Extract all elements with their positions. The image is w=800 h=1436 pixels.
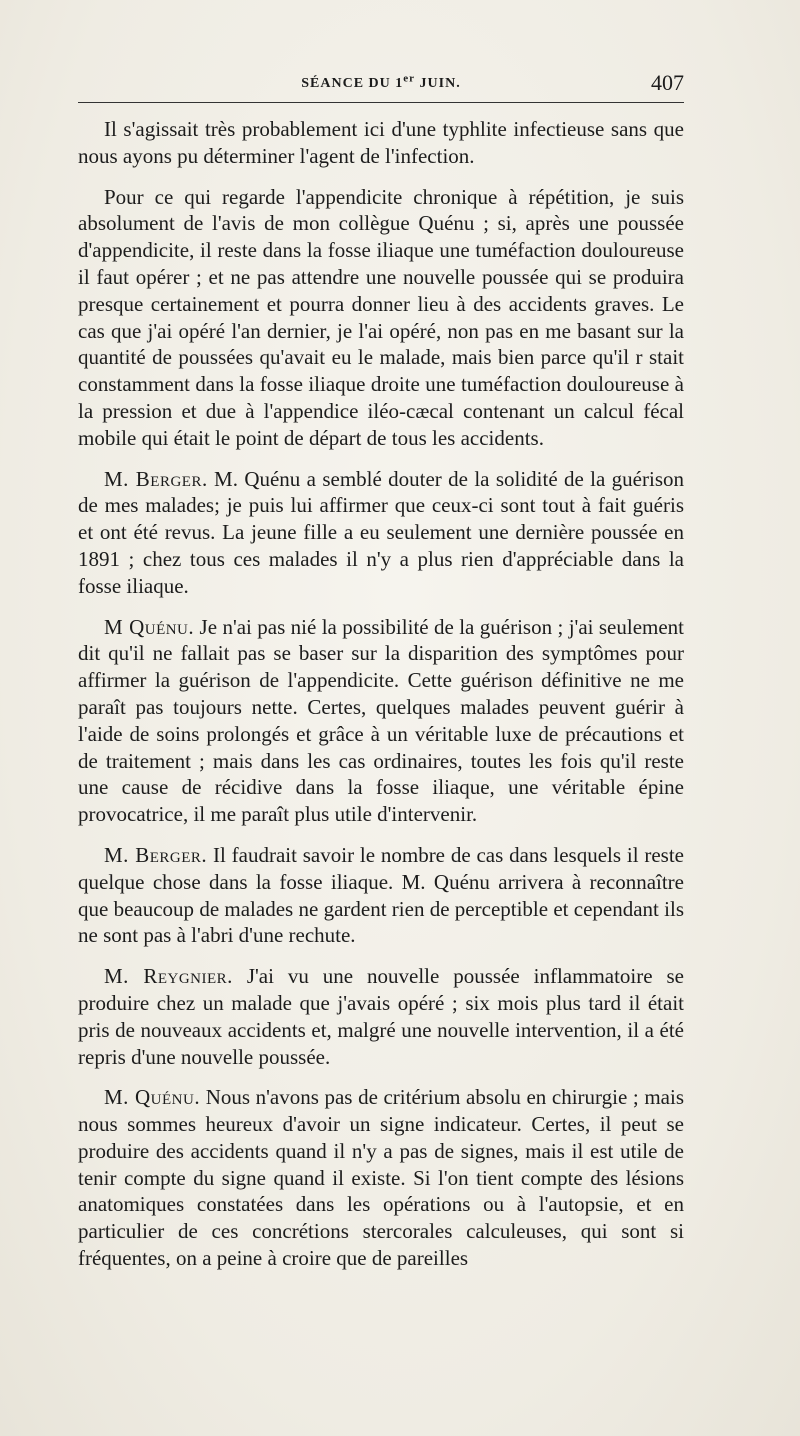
speaker-name: M. Berger. [104,466,208,491]
header-title-text: SÉANCE DU 1 [301,76,404,91]
header-title-suffix: JUIN. [415,76,461,91]
paragraph-1 [78,116,684,170]
paragraph-2 [78,184,684,452]
body-text [78,116,684,1272]
paragraph-7 [78,1084,684,1272]
paragraph-text: M. Quénu a semblé douter de la solidité de la guérison de mes malades; je puis lui affirmer que ceux-ci sont tout à fait guéris et ont été revus. La jeune fille a eu seulement une dernière poussée en 1891 ; chez tous ces malades il n'y a plus rien d'appréciable dans la fosse iliaque. [78,466,684,598]
speaker-name: M. Berger. [104,842,208,867]
paragraph-text: Il s'agissait très probablement ici d'une typhlite infectieuse sans que nous ayons pu déterminer l'agent de l'infection. [78,117,684,168]
paragraph-5 [78,842,684,949]
paragraph-4 [78,614,684,828]
paragraph-3 [78,466,684,600]
paragraph-text: Nous n'avons pas de critérium absolu en chirurgie ; mais nous sommes heureux d'avoir un signe indicateur. Certes, il peut se produire des accidents quand il n'y a pas de signes, mais il est utile de tenir compte du signe quand il existe. Si l'on tient compte des lésions anatomiques constatées dans les opérations ou à l'autopsie, et en particulier de ces concrétions stercorales calculeuses, qui sont si fréquentes, on a peine à croire que de pareilles [78,1085,684,1271]
paragraph-text: Il faudrait savoir le nombre de cas dans lesquels il reste quelque chose dans la fosse iliaque. M. Quénu arrivera à reconnaître que beaucoup de malades ne gardent rien de perceptible et cependant ils ne sont pas à l'abri d'une rechute. [78,842,684,948]
header-title-superscript: er [403,72,416,85]
header-title [78,72,684,92]
paragraph-text: J'ai vu une nouvelle poussée inflammatoire se produire chez un malade que j'avais opéré ; six mois plus tard il était pris de nouveaux accidents et, malgré une nouvelle intervention, il a été repris d'une nouvelle poussée. [78,964,684,1069]
paragraph-text: Je n'ai pas nié la possibilité de la guérison ; j'ai seulement dit qu'il ne fallait pas se baser sur la disparition des symptômes pour affirmer la guérison de l'appendicite. Cette guérison définitive ne me paraît pas toujours nette. Certes, quelques malades peuvent guérir à l'aide de soins prolongés et grâce à un véritable luxe de précautions et de traitement ; mais dans les cas ordinaires, toutes les fois qu'il reste une cause de récidive dans la fosse iliaque, une véritable épine provocatrice, il me paraît plus utile d'intervenir. [78,614,685,827]
page-number: 407 [651,70,684,95]
running-header [78,62,684,103]
speaker-name: M. Quénu. [104,1085,201,1110]
speaker-name: M. Reygnier. [104,964,233,989]
speaker-name: M Quénu. [104,614,195,639]
paragraph-text: Pour ce qui regarde l'appendicite chronique à répétition, je suis absolument de l'avis de mon collègue Quénu ; si, après une poussée d'appendicite, il reste dans la fosse iliaque une tuméfaction douloureuse il faut opérer ; et ne pas attendre une nouvelle poussée qui se produira presque certainement et pourra donner lieu à des accidents graves. Le cas que j'ai opéré l'an dernier, je l'ai opéré, non pas en me basant sur la quantité de poussées qu'avait eu le malade, mais bien parce qu'il r stait constamment dans la fosse iliaque droite une tuméfaction douloureuse à la pression et due à l'appendice iléo-cæcal contenant un calcul fécal mobile qui était le point de départ de tous les accidents. [78,184,684,450]
paragraph-6 [78,963,684,1070]
